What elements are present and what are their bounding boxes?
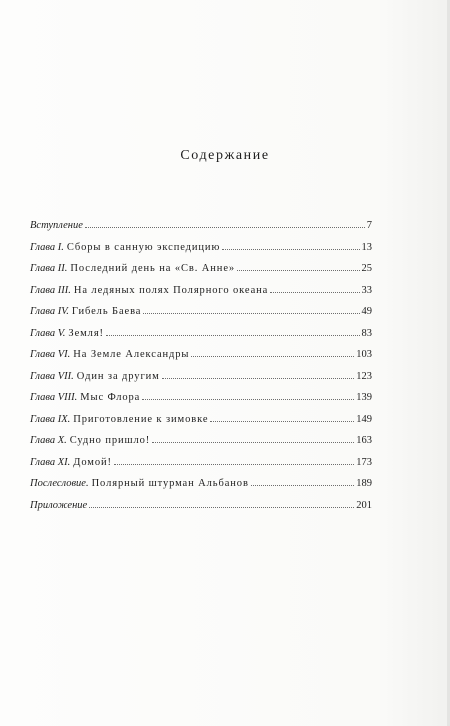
toc-entry-page: 33 [361, 284, 372, 296]
toc-entry-label: Глава VII. [30, 370, 74, 382]
toc-entry-label: Глава IX. [30, 413, 71, 425]
toc-entry-label: Приложение [30, 499, 88, 511]
toc-entry [30, 219, 372, 241]
toc-entry [30, 241, 372, 263]
toc-entry-title: Мыс Флора [80, 392, 141, 403]
table-of-contents [30, 219, 372, 520]
toc-entry [30, 284, 372, 306]
dot-leader [162, 370, 355, 379]
toc-entry-title: Домой! [73, 456, 112, 468]
dot-leader [85, 219, 365, 228]
toc-entry-label: Глава X. [30, 435, 67, 446]
toc-entry-page: 189 [356, 478, 372, 489]
toc-entry-title: Приготовление к зимовке [73, 413, 209, 425]
dot-leader [222, 241, 359, 250]
toc-entry-title: На Земле Александры [73, 349, 190, 360]
toc-entry-title: Полярный штурман Альбанов [91, 478, 249, 489]
toc-entry-label: Глава III. [30, 284, 71, 296]
toc-entry-page: 103 [356, 349, 372, 360]
dot-leader [152, 434, 354, 443]
toc-entry [30, 391, 372, 413]
toc-entry-label: Глава II. [30, 263, 68, 274]
toc-entry-label: Послесловие. [30, 478, 89, 489]
toc-entry-page: 173 [356, 456, 372, 468]
toc-entry-label: Глава I. [30, 241, 64, 253]
toc-entry-page: 83 [361, 327, 372, 339]
toc-entry-page: 123 [356, 370, 372, 382]
toc-entry-page: 25 [361, 263, 372, 274]
toc-entry-label: Глава VIII. [30, 392, 78, 403]
toc-entry-title: Земля! [68, 327, 104, 339]
toc-entry-title: Гибель Баева [71, 306, 142, 317]
toc-entry-title: На ледяных полях Полярного океана [73, 284, 269, 296]
toc-entry-page: 49 [361, 306, 372, 317]
dot-leader [143, 305, 359, 314]
toc-entry [30, 413, 372, 435]
toc-entry-label: Глава V. [30, 327, 66, 339]
toc-entry [30, 305, 372, 327]
toc-entry-label: Глава VI. [30, 349, 71, 360]
dot-leader [89, 499, 354, 508]
toc-entry [30, 327, 372, 349]
dot-leader [251, 477, 354, 486]
dot-leader [210, 413, 354, 422]
toc-entry [30, 348, 372, 370]
toc-entry-title: Судно пришло! [69, 435, 151, 446]
toc-entry-page: 149 [356, 413, 372, 425]
toc-entry [30, 434, 372, 456]
toc-entry-page: 139 [356, 392, 372, 403]
toc-entry-page: 201 [356, 499, 372, 511]
toc-entry-label: Вступление [30, 220, 83, 231]
toc-entry [30, 370, 372, 392]
toc-entry-page: 7 [366, 220, 372, 231]
toc-entry-page: 13 [361, 241, 372, 253]
toc-entry-title: Последний день на «Св. Анне» [70, 263, 236, 274]
toc-entry-title: Сборы в санную экспедицию [66, 241, 221, 253]
dot-leader [142, 391, 354, 400]
toc-entry [30, 262, 372, 284]
dot-leader [191, 348, 354, 357]
toc-entry-label: Глава IV. [30, 306, 69, 317]
toc-entry-label: Глава XI. [30, 456, 71, 468]
dot-leader [237, 262, 359, 271]
dot-leader [106, 327, 360, 336]
toc-entry-title: Один за другим [76, 370, 160, 382]
dot-leader [270, 284, 359, 293]
toc-entry [30, 477, 372, 499]
toc-entry-page: 163 [356, 435, 372, 446]
contents-heading: Содержание [180, 148, 270, 163]
toc-entry [30, 499, 372, 521]
toc-entry [30, 456, 372, 478]
dot-leader [114, 456, 354, 465]
